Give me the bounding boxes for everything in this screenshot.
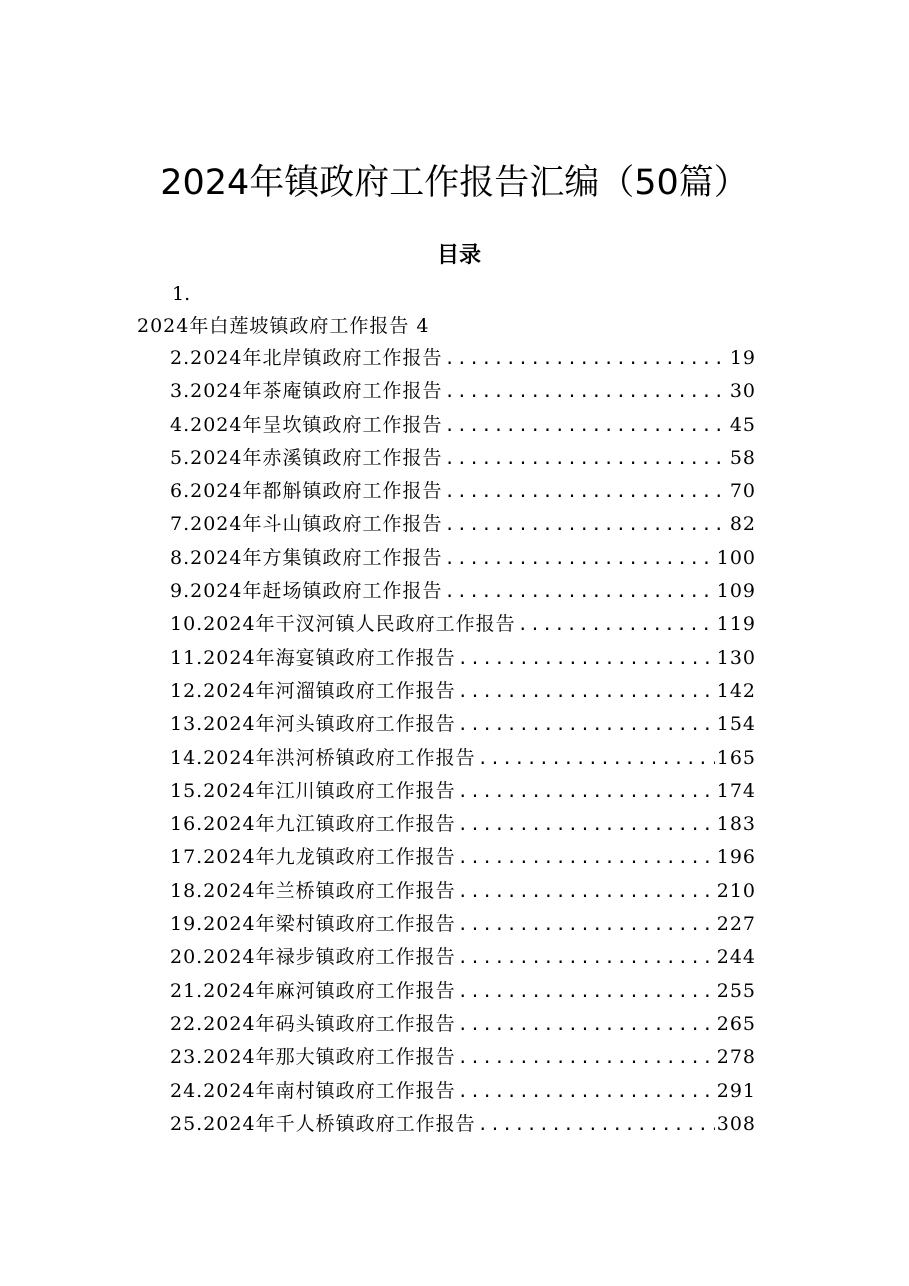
toc-entry-label: 12.2024年河溜镇政府工作报告 bbox=[170, 679, 456, 702]
toc-entry[interactable] bbox=[170, 543, 756, 576]
toc-entry[interactable] bbox=[170, 509, 756, 542]
toc-entry-label: 6.2024年都斛镇政府工作报告 bbox=[170, 480, 443, 503]
toc-dot-leader bbox=[458, 977, 715, 1007]
toc-entry-label: 25.2024年千人桥镇政府工作报告 bbox=[170, 1112, 476, 1135]
toc-entry[interactable] bbox=[170, 942, 756, 975]
toc-entry[interactable] bbox=[170, 743, 756, 776]
toc-entry-page: 130 bbox=[716, 646, 756, 669]
toc-entry-page: 154 bbox=[716, 713, 756, 736]
toc-entry-label: 16.2024年九江镇政府工作报告 bbox=[170, 813, 456, 836]
toc-entry-label: 3.2024年茶庵镇政府工作报告 bbox=[170, 380, 443, 403]
toc-entry-page: 119 bbox=[716, 613, 756, 636]
toc-entry-page: 227 bbox=[716, 913, 756, 936]
toc-dot-leader bbox=[458, 710, 715, 740]
toc-entry[interactable] bbox=[170, 709, 756, 742]
toc-dot-leader bbox=[458, 910, 715, 940]
toc-entry-page: 100 bbox=[716, 546, 756, 569]
toc-dot-leader bbox=[458, 810, 715, 840]
document-title: 2024年镇政府工作报告汇编（50篇） bbox=[160, 163, 749, 203]
toc-entry[interactable] bbox=[170, 909, 756, 942]
toc-dot-leader bbox=[458, 943, 715, 973]
toc-dot-leader bbox=[458, 1077, 715, 1107]
toc-entry-label: 5.2024年赤溪镇政府工作报告 bbox=[170, 446, 443, 469]
toc-entry-page: 244 bbox=[716, 946, 756, 969]
toc-entry-page: 210 bbox=[716, 879, 756, 902]
toc-entry[interactable] bbox=[170, 976, 756, 1009]
toc-dot-leader bbox=[458, 677, 715, 707]
toc-dot-leader bbox=[458, 843, 715, 873]
toc-first-entry-number[interactable]: 1. bbox=[172, 283, 191, 305]
toc-entry-label: 14.2024年洪河桥镇政府工作报告 bbox=[170, 746, 476, 769]
toc-entry[interactable] bbox=[170, 643, 756, 676]
toc-entry-page: 70 bbox=[729, 480, 756, 503]
toc-entry-page: 142 bbox=[716, 679, 756, 702]
toc-entry-label: 20.2024年禄步镇政府工作报告 bbox=[170, 946, 456, 969]
toc-entry[interactable] bbox=[170, 1042, 756, 1075]
toc-dot-leader bbox=[518, 610, 715, 640]
toc-entry-page: 183 bbox=[716, 813, 756, 836]
toc-entry-page: 291 bbox=[716, 1079, 756, 1102]
toc-entry[interactable] bbox=[170, 376, 756, 409]
toc-entry[interactable] bbox=[170, 1109, 756, 1142]
toc-dot-leader bbox=[478, 1110, 715, 1140]
toc-entry[interactable] bbox=[170, 410, 756, 443]
toc-entry-page: 255 bbox=[716, 979, 756, 1002]
toc-heading: 目录 bbox=[436, 242, 481, 268]
toc-entry[interactable] bbox=[170, 1076, 756, 1109]
toc-dot-leader bbox=[444, 510, 727, 540]
toc-entry-page: 174 bbox=[716, 779, 756, 802]
toc-entry-page: 19 bbox=[729, 347, 756, 369]
toc-entry-label: 13.2024年河头镇政府工作报告 bbox=[170, 713, 456, 736]
toc-entry[interactable] bbox=[170, 676, 756, 709]
toc-dot-leader bbox=[444, 344, 727, 374]
toc-entry-label: 24.2024年南村镇政府工作报告 bbox=[170, 1079, 456, 1102]
toc-entry-page: 165 bbox=[716, 746, 756, 769]
toc-entry-page: 82 bbox=[729, 513, 756, 536]
toc-dot-leader bbox=[478, 744, 715, 774]
toc-entry-label: 8.2024年方集镇政府工作报告 bbox=[170, 546, 443, 569]
toc-dot-leader bbox=[458, 644, 715, 674]
toc-entry-label: 18.2024年兰桥镇政府工作报告 bbox=[170, 879, 456, 902]
toc-dot-leader bbox=[444, 411, 727, 441]
toc-entry-label: 22.2024年码头镇政府工作报告 bbox=[170, 1012, 456, 1035]
toc-entry-label: 19.2024年梁村镇政府工作报告 bbox=[170, 913, 456, 936]
toc-entry-label: 7.2024年斗山镇政府工作报告 bbox=[170, 513, 443, 536]
toc-entry-page: 308 bbox=[716, 1112, 756, 1135]
toc-entry[interactable] bbox=[170, 609, 756, 642]
toc-entry-page: 109 bbox=[716, 580, 756, 603]
toc-entry-label: 21.2024年麻河镇政府工作报告 bbox=[170, 979, 456, 1002]
toc-entry-label: 10.2024年干汊河镇人民政府工作报告 bbox=[170, 613, 516, 636]
toc-entry[interactable] bbox=[170, 576, 756, 609]
toc-entry-label: 2.2024年北岸镇政府工作报告 bbox=[170, 347, 443, 369]
toc-entry-label: 17.2024年九龙镇政府工作报告 bbox=[170, 846, 456, 869]
toc-entry-label: 15.2024年江川镇政府工作报告 bbox=[170, 779, 456, 802]
toc-entry-label: 4.2024年呈坎镇政府工作报告 bbox=[170, 413, 443, 436]
toc-entry[interactable] bbox=[170, 842, 756, 875]
toc-dot-leader bbox=[458, 1043, 715, 1073]
toc-entry[interactable] bbox=[170, 1009, 756, 1042]
toc-entry-page: 278 bbox=[716, 1046, 756, 1069]
toc-entry-page: 58 bbox=[729, 446, 756, 469]
toc-dot-leader bbox=[458, 777, 715, 807]
toc-first-entry-page: 4 bbox=[416, 315, 430, 337]
toc-entry[interactable] bbox=[170, 776, 756, 809]
toc-dot-leader bbox=[444, 577, 714, 607]
toc-list bbox=[170, 343, 756, 1142]
toc-dot-leader bbox=[458, 877, 715, 907]
toc-dot-leader bbox=[444, 544, 714, 574]
toc-entry-page: 196 bbox=[716, 846, 756, 869]
toc-entry-page: 30 bbox=[729, 380, 756, 403]
toc-first-entry[interactable] bbox=[137, 311, 430, 341]
toc-dot-leader bbox=[444, 444, 727, 474]
toc-entry[interactable] bbox=[170, 809, 756, 842]
toc-first-entry-label: 2024年白莲坡镇政府工作报告 bbox=[137, 315, 410, 337]
toc-dot-leader bbox=[444, 477, 727, 507]
toc-entry[interactable] bbox=[170, 443, 756, 476]
toc-entry-page: 45 bbox=[729, 413, 756, 436]
toc-entry[interactable] bbox=[170, 476, 756, 509]
toc-entry[interactable] bbox=[170, 876, 756, 909]
toc-entry[interactable] bbox=[170, 343, 756, 376]
toc-dot-leader bbox=[458, 1010, 715, 1040]
toc-entry-label: 23.2024年那大镇政府工作报告 bbox=[170, 1046, 456, 1069]
toc-entry-label: 11.2024年海宴镇政府工作报告 bbox=[170, 646, 456, 669]
toc-entry-label: 9.2024年赶场镇政府工作报告 bbox=[170, 580, 443, 603]
toc-entry-page: 265 bbox=[716, 1012, 756, 1035]
toc-dot-leader bbox=[444, 377, 727, 407]
